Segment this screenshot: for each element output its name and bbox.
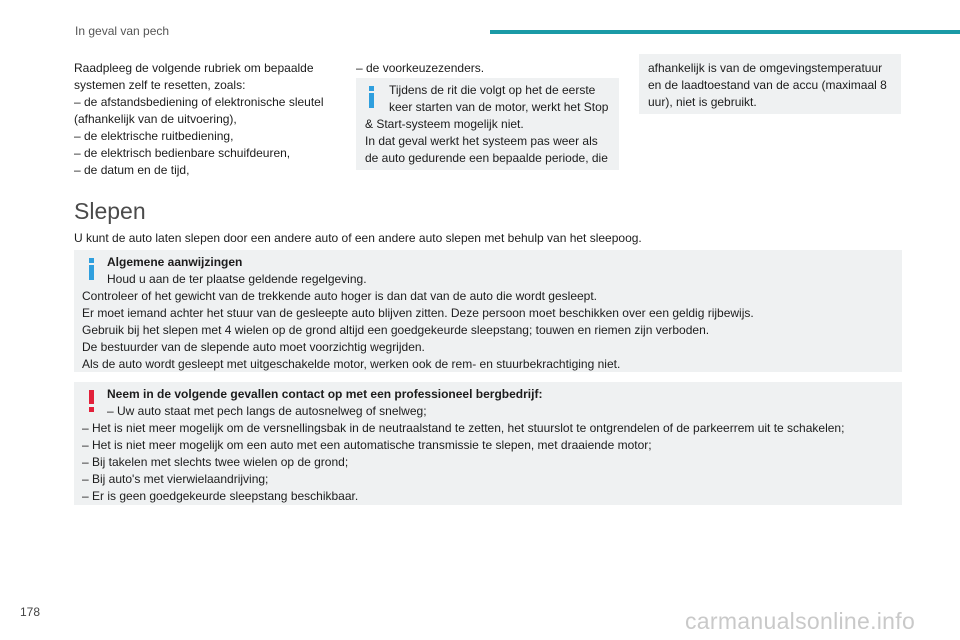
- info-icon: [365, 86, 379, 108]
- info-line: De bestuurder van de slepende auto moet voorzichtig wegrijden.: [82, 340, 425, 354]
- info-line: de auto gedurende een bepaalde periode, die: [365, 151, 608, 165]
- info-line: en de laadtoestand van de accu (maximaal 8: [648, 78, 887, 92]
- text-line: – de datum en de tijd,: [74, 163, 190, 177]
- warning-line: – Het is niet meer mogelijk om een auto met een automatische transmissie te slepen, met draaiende motor;: [82, 438, 652, 452]
- watermark: carmanualsonline.info: [685, 608, 916, 634]
- info-line: uur), niet is gebruikt.: [648, 95, 757, 109]
- reset-systems-text: [74, 60, 324, 179]
- info-line: In dat geval werkt het systeem pas weer als: [365, 134, 598, 148]
- warning-line: – Uw auto staat met pech langs de autosnelweg of snelweg;: [107, 404, 427, 418]
- info-line: keer starten van de motor, werkt het Stop: [389, 100, 609, 114]
- text-line: – de afstandsbediening of elektronische sleutel: [74, 95, 324, 109]
- info-heading: Algemene aanwijzingen: [107, 255, 243, 269]
- info-line: Als de auto wordt gesleept met uitgeschakelde motor, werken ook de rem- en stuurbekrachtiging niet.: [82, 357, 621, 371]
- professional-towing-warning-box: [74, 382, 902, 505]
- info-line: & Start-systeem mogelijk niet.: [365, 117, 524, 131]
- stop-start-info-box: [356, 78, 619, 170]
- info-line: afhankelijk is van de omgevingstemperatuur: [648, 61, 883, 75]
- text-line: systemen zelf te resetten, zoals:: [74, 78, 246, 92]
- header-accent-bar: [490, 30, 960, 34]
- text-line: – de voorkeuzezenders.: [356, 61, 485, 75]
- info-line: Er moet iemand achter het stuur van de gesleepte auto blijven zitten. Deze persoon moet beschikken over een geldig rijbewijs.: [82, 306, 754, 320]
- warning-icon: [85, 390, 99, 412]
- warning-line: – Het is niet meer mogelijk om de versnellingsbak in de neutraalstand te zetten, het stuurslot te ontgrendelen of de parkeerrem uit te schakelen;: [82, 421, 845, 435]
- info-line: Tijdens de rit die volgt op het de eerste: [389, 83, 596, 97]
- stop-start-info-continued: [639, 54, 901, 114]
- text-line: (afhankelijk van de uitvoering),: [74, 112, 237, 126]
- text-line: Raadpleeg de volgende rubriek om bepaalde: [74, 61, 314, 75]
- info-line: Gebruik bij het slepen met 4 wielen op de grond altijd een goedgekeurde sleepstang; touwen en riemen zijn verboden.: [82, 323, 710, 337]
- header-title: In geval van pech: [75, 24, 170, 38]
- section-title: Slepen: [74, 198, 146, 224]
- presets-text: [356, 60, 484, 77]
- warning-line: – Er is geen goedgekeurde sleepstang beschikbaar.: [82, 489, 359, 503]
- warning-line: – Bij takelen met slechts twee wielen op de grond;: [82, 455, 349, 469]
- info-line: Houd u aan de ter plaatse geldende regelgeving.: [107, 272, 367, 286]
- page-number: 178: [20, 605, 41, 619]
- warning-heading: Neem in de volgende gevallen contact op met een professioneel bergbedrijf:: [107, 387, 543, 401]
- general-guidelines-box: [74, 250, 902, 372]
- section-intro: U kunt de auto laten slepen door een andere auto of een andere auto slepen met behulp van het sleepoog.: [74, 231, 642, 245]
- info-icon: [85, 258, 99, 280]
- info-line: Controleer of het gewicht van de trekkende auto hoger is dan dat van de auto die wordt gesleept.: [82, 289, 598, 303]
- text-line: – de elektrische ruitbediening,: [74, 129, 234, 143]
- warning-line: – Bij auto's met vierwielaandrijving;: [82, 472, 269, 486]
- text-line: – de elektrisch bedienbare schuifdeuren,: [74, 146, 291, 160]
